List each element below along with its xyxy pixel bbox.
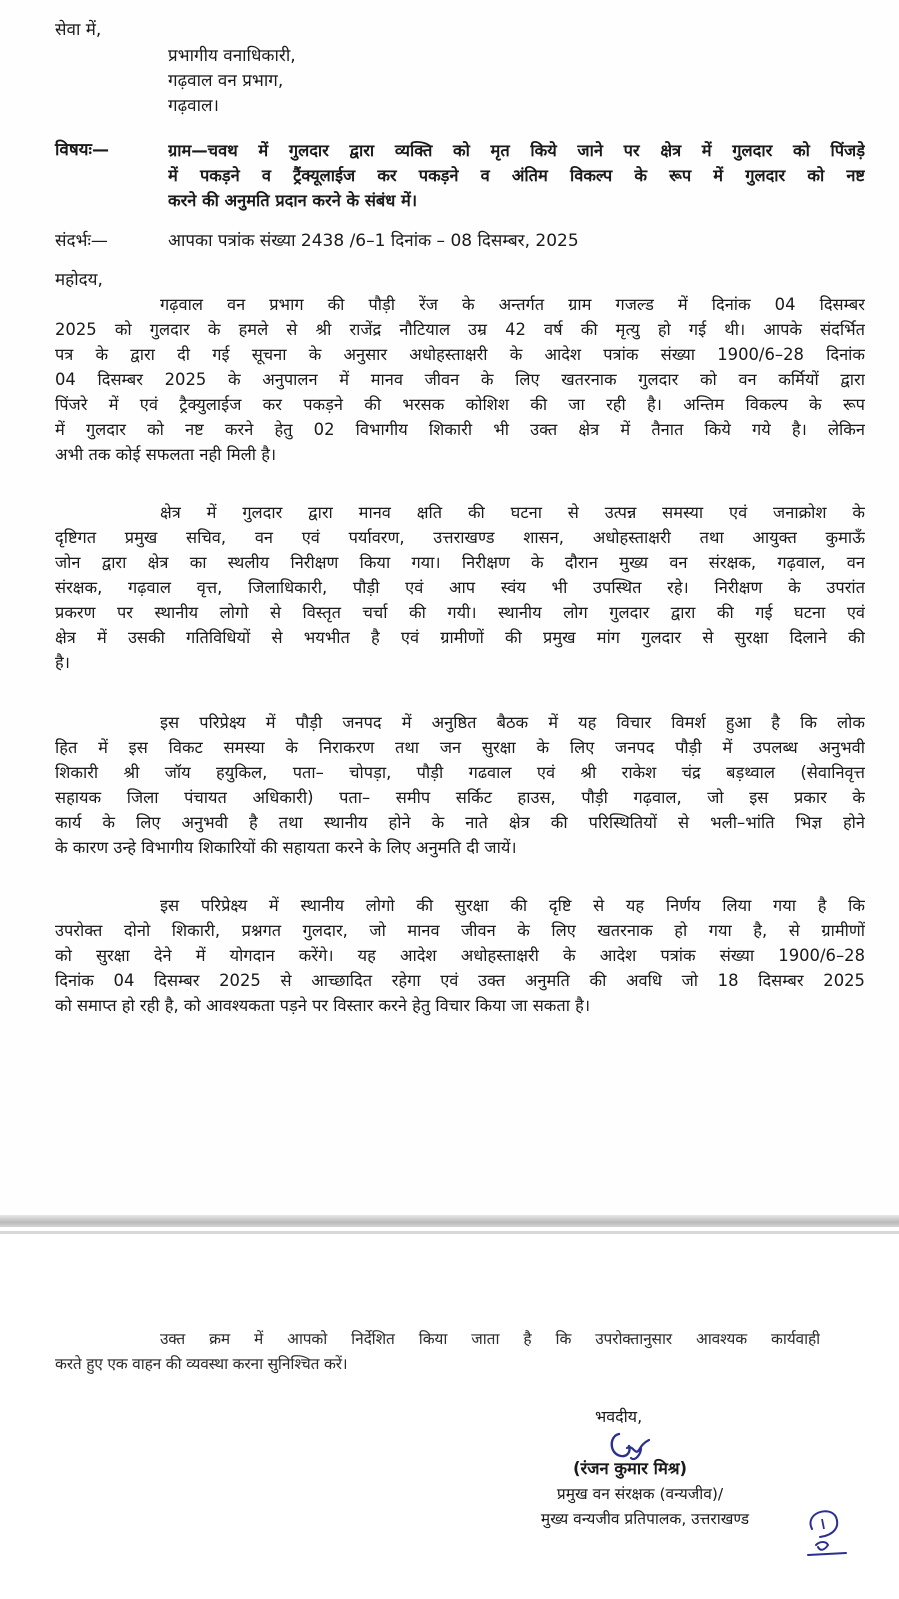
subject-line: में पकड़ने व ट्रैंक्यूलाईज कर पकड़ने व अंतिम विकल्प के रूप में गुलदार को नष्ट: [168, 166, 865, 185]
paragraph-line: है।: [55, 653, 70, 672]
reference-text: आपका पत्रांक संख्या 2438 /6–1 दिनांक – 08 दिसम्बर, 2025: [168, 231, 579, 251]
paragraph-line: 04 दिसम्बर 2025 के अनुपालन में मानव जीवन के लिए खतरनाक गुलदार को वन कर्मियों द्वारा: [55, 370, 865, 389]
subject-line: ग्राम—चवथ में गुलदार द्वारा व्यक्ति को मृत किये जाने पर क्षेत्र में गुलदार को पिंजड़े: [168, 141, 865, 160]
paragraph-line: इस परिप्रेक्ष्य में स्थानीय लोगो की सुरक्षा की दृष्टि से यह निर्णय लिया गया है कि: [160, 896, 865, 915]
paragraph-line: जोन द्वारा क्षेत्र का स्थलीय निरीक्षण किया गया। निरीक्षण के दौरान मुख्य वन संरक्षक, गढ़वाल, वन: [55, 553, 865, 572]
paragraph-line: 2025 को गुलदार के हमले से श्री राजेंद्र नौटियाल उम्र 42 वर्ष की मृत्यु हो गई थी। आपके संदर्भित: [55, 320, 865, 339]
page-fold-separator: [0, 1215, 899, 1227]
paragraph-line: कार्य के लिए अनुभवी है तथा स्थानीय होने के नाते क्षेत्र की परिस्थितियों से भली–भांति भिज्ञ होने: [55, 813, 865, 832]
paragraph-line: दृष्टिगत प्रमुख सचिव, वन एवं पर्यावरण, उत्तराखण्ड शासन, अधोहस्ताक्षरी तथा आयुक्त कुमाऊँ: [55, 528, 865, 547]
signatory-name: (रंजन कुमार मिश्र): [572, 1459, 688, 1478]
designation-line: प्रमुख वन संरक्षक (वन्यजीव)/: [556, 1485, 724, 1503]
paragraph-line: इस परिप्रेक्ष्य में पौड़ी जनपद में अनुष्ठित बैठक में यह विचार विमर्श हुआ है कि लोक: [160, 713, 865, 732]
paragraph-line: दिनांक 04 दिसम्बर 2025 से आच्छादित रहेगा एवं उक्त अनुमति की अवधि जो 18 दिसम्बर 2025: [55, 971, 865, 990]
paragraph-line: क्षेत्र में गुलदार द्वारा मानव क्षति की घटना से उत्पन्न समस्या एवं जनाक्रोश के: [160, 503, 865, 522]
page-fold-line: [0, 1231, 899, 1234]
closing: भवदीय,: [595, 1407, 643, 1426]
paragraph-line: को सुरक्षा देने में योगदान करेंगे। यह आदेश अधोहस्ताक्षरी के आदेश पत्रांक संख्या 1900/6–28: [55, 946, 865, 965]
letter-page-lower: [0, 1235, 899, 1599]
paragraph-line: सहायक जिला पंचायत अधिकारी) पता– समीप सर्किट हाउस, पौड़ी गढ़वाल, जो इस प्रकार के: [55, 788, 865, 807]
recipient-line: प्रभागीय वनाधिकारी,: [168, 46, 296, 66]
initials-icon: [800, 1507, 850, 1563]
paragraph-line: के कारण उन्हे विभागीय शिकारियों की सहायता करने के लिए अनुमति दी जायें।: [55, 838, 517, 857]
paragraph-line: क्षेत्र में उसकी गतिविधियों से भयभीत है एवं ग्रामीणों की प्रमुख मांग गुलदार से सुरक्षा दिलाने की: [55, 628, 865, 647]
paragraph-line: प्रकरण पर स्थानीय लोगो से विस्तृत चर्चा की गयी। स्थानीय लोग गुलदार द्वारा की गई घटना एवं: [55, 603, 865, 622]
greeting: महोदय,: [55, 270, 103, 290]
paragraph-line: संरक्षक, गढ़वाल वृत्त, जिलाधिकारी, पौड़ी एवं आप स्वंय भी उपस्थित रहे। निरीक्षण के उपरांत: [55, 578, 865, 597]
paragraph-line: अभी तक कोई सफलता नही मिली है।: [55, 445, 277, 464]
paragraph-line: उपरोक्त दोनो शिकारी, प्रश्नगत गुलदार, जो मानव जीवन के लिए खतरनाक हो गया है, से ग्रामीणों: [55, 921, 865, 940]
paragraph-line: पत्र के द्वारा दी गई सूचना के अनुसार अधोहस्ताक्षरी के आदेश पत्रांक संख्या 1900/6–28 दिनांक: [55, 345, 865, 364]
reference-label: संदर्भः—: [55, 231, 108, 251]
subject-line: करने की अनुमति प्रदान करने के संबंध में।: [168, 191, 418, 210]
paragraph-line: हित में इस विकट समस्या के निराकरण तथा जन सुरक्षा के लिए जनपद पौड़ी में उपलब्ध अनुभवी: [55, 738, 865, 757]
paragraph-line: में गुलदार को नष्ट करने हेतु 02 विभागीय शिकारी भी उक्त क्षेत्र में तैनात किये गये है। लेकिन: [55, 420, 865, 439]
designation-line: मुख्य वन्यजीव प्रतिपालक, उत्तराखण्ड: [540, 1510, 750, 1528]
paragraph-line: को समाप्त हो रही है, को आवश्यकता पड़ने पर विस्तार करने हेतु विचार किया जा सकता है।: [55, 996, 591, 1015]
paragraph-line: गढ़वाल वन प्रभाग की पौड़ी रेंज के अन्तर्गत ग्राम गजल्ड में दिनांक 04 दिसम्बर: [160, 295, 865, 314]
addendum-line: उक्त क्रम में आपको निर्देशित किया जाता है कि उपरोक्तानुसार आवश्यक कार्यवाही: [160, 1330, 820, 1348]
recipient-line: गढ़वाल।: [168, 96, 219, 116]
paragraph-line: शिकारी श्री जॉय हयुकिल, पता– चोपड़ा, पौड़ी गढवाल एवं श्री राकेश चंद्र बड़थ्वाल (सेवानिवृत्त: [55, 763, 865, 782]
subject-label: विषयः—: [55, 140, 109, 160]
addendum-line: करते हुए एक वाहन की व्यवस्था करना सुनिश्चित करें।: [55, 1355, 348, 1373]
salutation-to: सेवा में,: [55, 20, 102, 40]
paragraph-line: पिंजरे में एवं ट्रैक्युलाईज कर पकड़ने की भरसक कोशिश की जा रही है। अन्तिम विकल्प के रूप: [55, 395, 865, 414]
recipient-line: गढ़वाल वन प्रभाग,: [168, 71, 284, 91]
